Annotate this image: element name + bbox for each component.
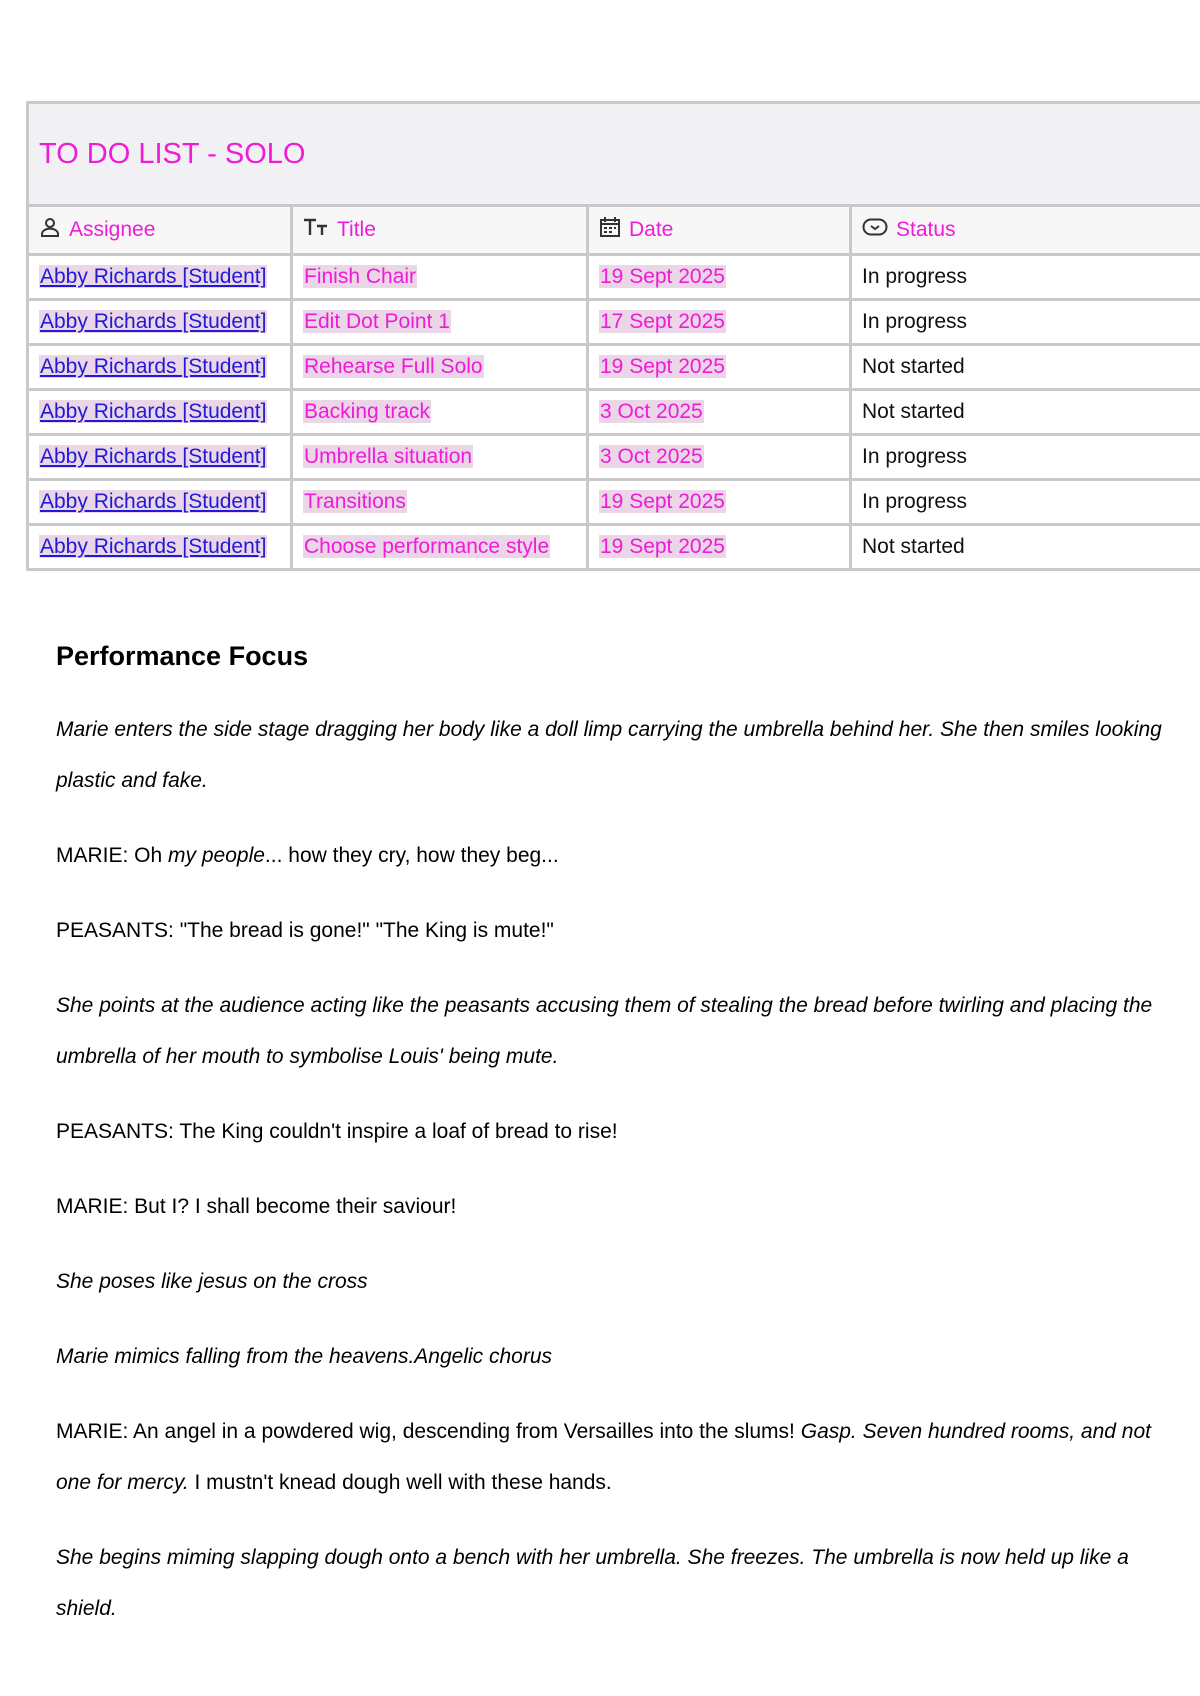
title-cell [292, 480, 588, 525]
status-cell[interactable] [851, 255, 1200, 300]
column-header-status[interactable]: Status [851, 206, 1200, 255]
date-chip[interactable]: 19 Sept 2025 [600, 265, 725, 288]
column-header-date[interactable]: Date [588, 206, 851, 255]
date-cell [588, 345, 851, 390]
table-row [28, 525, 1200, 570]
date-chip[interactable]: 19 Sept 2025 [600, 490, 725, 513]
assignee-cell [28, 435, 292, 480]
todo-table-title: TO DO LIST - SOLO [28, 103, 1200, 206]
stage-direction: She begins miming slapping dough onto a bench with her umbrella. She freezes. The umbrella is now held up like a shield. [56, 1546, 1129, 1620]
status-cell[interactable] [851, 390, 1200, 435]
assignee-cell [28, 345, 292, 390]
table-row [28, 255, 1200, 300]
date-cell [588, 390, 851, 435]
table-row [28, 345, 1200, 390]
status-cell[interactable] [851, 345, 1200, 390]
status-value: Not started [862, 535, 965, 558]
column-header-assignee[interactable]: Assignee [28, 206, 292, 255]
date-chip[interactable]: 3 Oct 2025 [600, 400, 703, 423]
title-cell [292, 345, 588, 390]
dialogue-line: MARIE: Oh my people... how they cry, how they beg... [56, 844, 559, 867]
dialogue-line: PEASANTS: "The bread is gone!" "The King is mute!" [56, 919, 554, 942]
date-chip[interactable]: 17 Sept 2025 [600, 310, 725, 333]
status-value: In progress [862, 265, 968, 288]
assignee-cell [28, 480, 292, 525]
date-cell [588, 525, 851, 570]
date-cell [588, 300, 851, 345]
assignee-link[interactable]: Abby Richards [Student] [40, 445, 267, 468]
title-cell [292, 255, 588, 300]
document-body [56, 636, 1166, 1658]
assignee-link[interactable]: Abby Richards [Student] [40, 310, 267, 333]
status-cell[interactable] [851, 480, 1200, 525]
calendar-icon [599, 216, 621, 244]
date-cell [588, 255, 851, 300]
assignee-link[interactable]: Abby Richards [Student] [40, 400, 267, 423]
status-dropdown-icon [862, 217, 888, 243]
status-cell[interactable] [851, 435, 1200, 480]
assignee-link[interactable]: Abby Richards [Student] [40, 535, 267, 558]
status-value: In progress [862, 445, 968, 468]
task-title-chip[interactable]: Umbrella situation [304, 445, 473, 468]
date-chip[interactable]: 3 Oct 2025 [600, 445, 703, 468]
status-cell[interactable] [851, 300, 1200, 345]
date-chip[interactable]: 19 Sept 2025 [600, 355, 725, 378]
stage-direction: She poses like jesus on the cross [56, 1270, 368, 1293]
table-row [28, 300, 1200, 345]
dialogue-line: PEASANTS: The King couldn't inspire a loaf of bread to rise! [56, 1120, 618, 1143]
assignee-cell [28, 255, 292, 300]
status-value: In progress [862, 490, 968, 513]
table-header-row [28, 206, 1200, 255]
section-heading: Performance Focus [56, 641, 309, 671]
assignee-link[interactable]: Abby Richards [Student] [40, 355, 267, 378]
text-type-icon [303, 217, 329, 243]
status-value: Not started [862, 355, 965, 378]
title-cell [292, 300, 588, 345]
status-value: In progress [862, 310, 968, 333]
table-row [28, 480, 1200, 525]
stage-direction: Marie enters the side stage dragging her body like a doll limp carrying the umbrella behind her. She then smiles looking plastic and fake. [56, 718, 1162, 792]
dialogue-line: MARIE: But I? I shall become their saviour! [56, 1195, 457, 1218]
todo-table [26, 101, 1200, 571]
assignee-cell [28, 300, 292, 345]
date-cell [588, 480, 851, 525]
date-chip[interactable]: 19 Sept 2025 [600, 535, 725, 558]
person-icon [39, 216, 61, 244]
date-cell [588, 435, 851, 480]
assignee-link[interactable]: Abby Richards [Student] [40, 265, 267, 288]
task-title-chip[interactable]: Transitions [304, 490, 406, 513]
task-title-chip[interactable]: Finish Chair [304, 265, 417, 288]
title-cell [292, 435, 588, 480]
stage-direction: Marie mimics falling from the heavens.Angelic chorus [56, 1345, 553, 1368]
stage-direction: She points at the audience acting like the peasants accusing them of stealing the bread before twirling and placing the umbrella of her mouth to symbolise Louis' being mute. [56, 994, 1153, 1068]
assignee-cell [28, 390, 292, 435]
task-title-chip[interactable]: Backing track [304, 400, 431, 423]
task-title-chip[interactable]: Choose performance style [304, 535, 550, 558]
status-cell[interactable] [851, 525, 1200, 570]
task-title-chip[interactable]: Rehearse Full Solo [304, 355, 483, 378]
status-value: Not started [862, 400, 965, 423]
assignee-cell [28, 525, 292, 570]
title-cell [292, 525, 588, 570]
task-title-chip[interactable]: Edit Dot Point 1 [304, 310, 450, 333]
column-header-title[interactable]: Title [292, 206, 588, 255]
table-row [28, 390, 1200, 435]
table-row [28, 435, 1200, 480]
title-cell [292, 390, 588, 435]
assignee-link[interactable]: Abby Richards [Student] [40, 490, 267, 513]
dialogue-line: MARIE: An angel in a powdered wig, descending from Versailles into the slums! Gasp. Seven hundred rooms, and not one for mercy. I mustn't knead dough well with these hands. [56, 1420, 1151, 1494]
